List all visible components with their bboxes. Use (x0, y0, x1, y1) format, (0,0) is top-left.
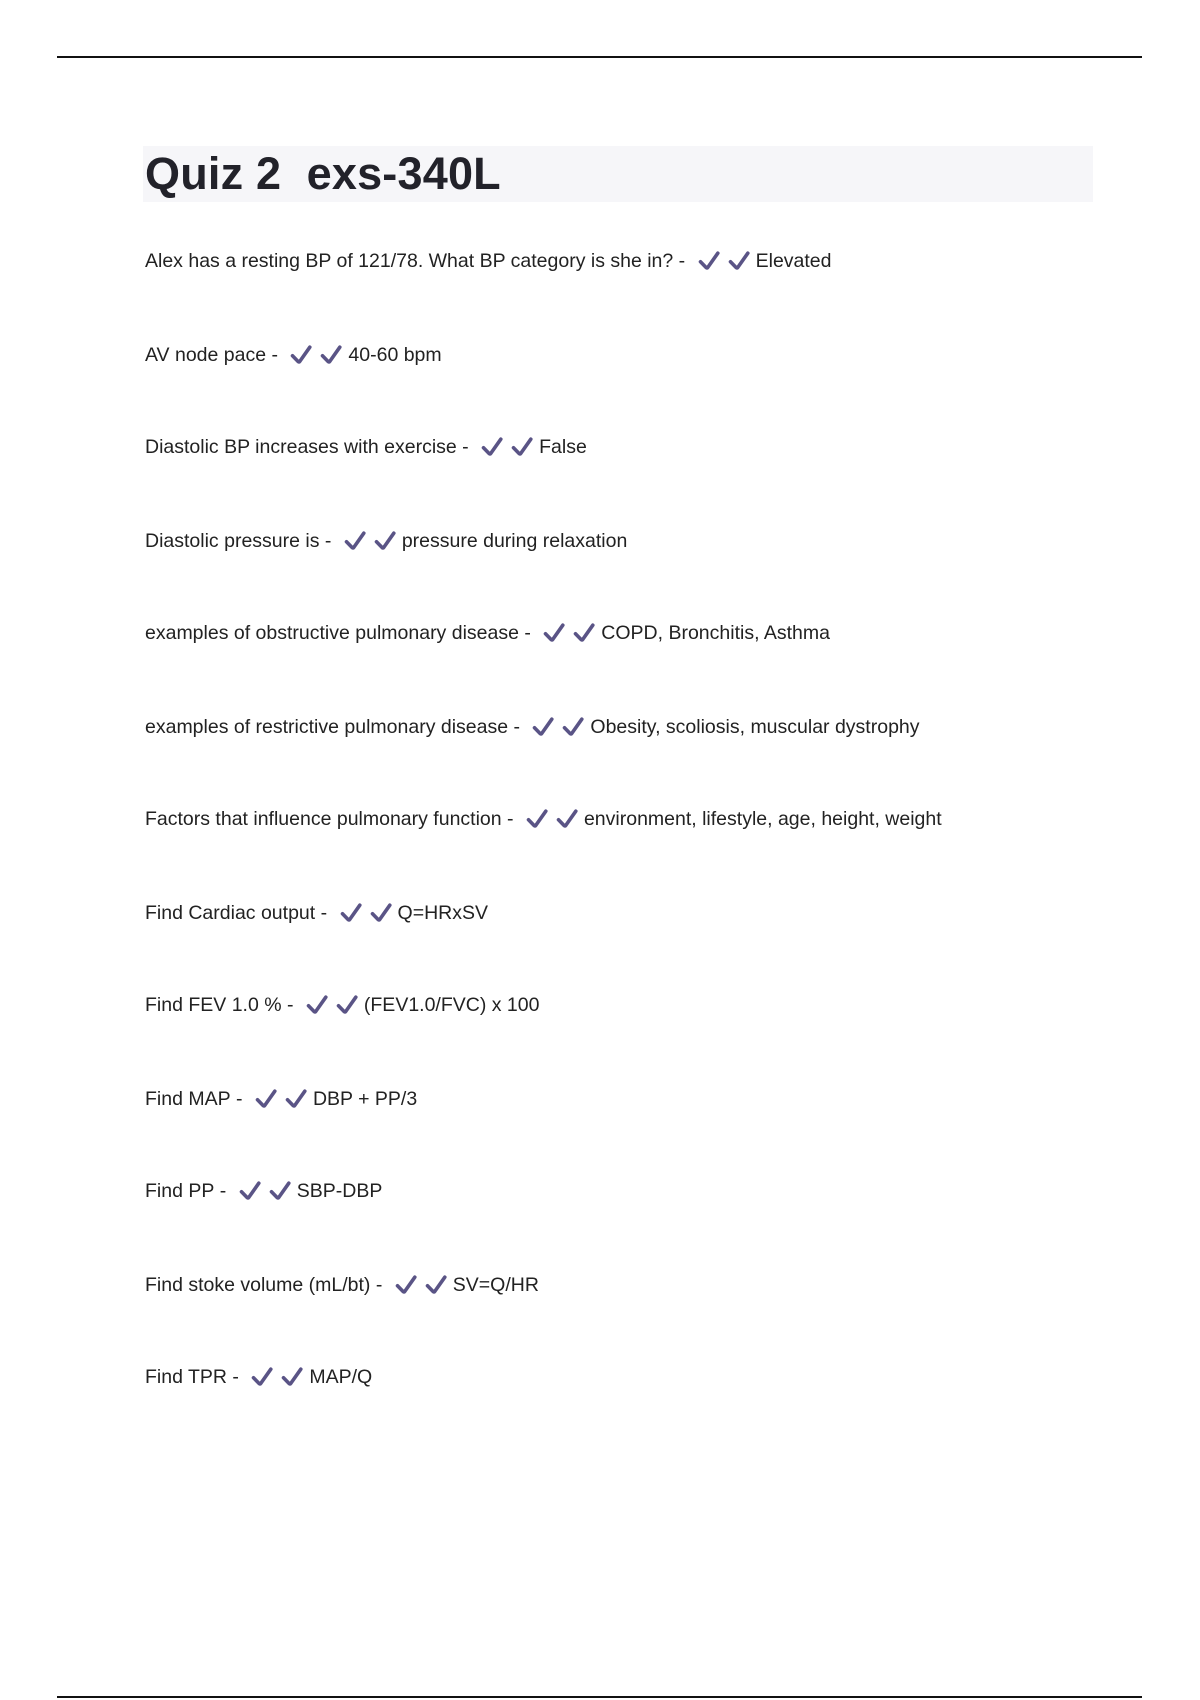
check-marks (250, 1364, 306, 1390)
check-icon (373, 529, 397, 553)
check-icon (727, 249, 751, 273)
question-text: Find MAP (145, 1087, 231, 1110)
check-marks (254, 1086, 310, 1112)
bottom-divider (57, 1696, 1142, 1698)
check-marks (531, 714, 587, 740)
question-text: Alex has a resting BP of 121/78. What BP category is she in? (145, 250, 674, 272)
answer-text: COPD, Bronchitis, Asthma (601, 622, 830, 644)
answer-text: MAP/Q (309, 1366, 373, 1388)
answer-text: False (539, 436, 587, 458)
check-icon (572, 621, 596, 645)
separator-dash: - (227, 1366, 245, 1388)
check-marks (480, 434, 536, 460)
answer-text: SV=Q/HR (452, 1273, 539, 1296)
check-marks (305, 992, 361, 1018)
qa-item (145, 434, 1145, 528)
separator-dash: - (266, 343, 284, 366)
check-icon (305, 993, 329, 1017)
check-icon (555, 807, 579, 831)
check-icon (289, 343, 313, 367)
top-divider (57, 56, 1142, 58)
answer-text: Obesity, scoliosis, muscular dystrophy (590, 715, 920, 738)
check-icon (510, 435, 534, 459)
separator-dash: - (214, 1180, 232, 1202)
qa-item (145, 248, 1145, 342)
answer-text: Q=HRxSV (397, 901, 489, 924)
question-text: Factors that influence pulmonary function (145, 808, 502, 830)
check-icon (525, 807, 549, 831)
question-text: examples of restrictive pulmonary disease (145, 715, 509, 738)
check-icon (238, 1179, 262, 1203)
separator-dash: - (315, 901, 333, 924)
check-icon (250, 1365, 274, 1389)
check-icon (319, 343, 343, 367)
separator-dash: - (501, 808, 519, 830)
check-marks (289, 342, 345, 368)
answer-text: Elevated (755, 250, 832, 272)
answer-text: 40-60 bpm (348, 343, 442, 366)
check-icon (697, 249, 721, 273)
separator-dash: - (370, 1273, 388, 1296)
qa-item (145, 806, 1145, 900)
qa-item (145, 900, 1145, 993)
check-icon (369, 901, 393, 925)
page-title: Quiz 2 exs-340L (145, 148, 501, 199)
check-icon (561, 715, 585, 739)
check-marks (339, 900, 395, 926)
check-icon (280, 1365, 304, 1389)
check-icon (542, 621, 566, 645)
check-icon (254, 1087, 278, 1111)
question-text: Find Cardiac output (145, 901, 316, 924)
qa-item (145, 1086, 1145, 1179)
check-marks (542, 620, 598, 646)
question-text: Find stoke volume (mL/bt) (145, 1273, 371, 1296)
separator-dash: - (230, 1087, 248, 1110)
qa-item (145, 342, 1145, 435)
check-marks (238, 1178, 294, 1204)
question-text: examples of obstructive pulmonary disease (145, 622, 519, 644)
check-icon (284, 1087, 308, 1111)
check-icon (268, 1179, 292, 1203)
check-marks (394, 1272, 450, 1298)
check-marks (525, 806, 581, 832)
question-text: Find PP (145, 1180, 215, 1202)
check-icon (339, 901, 363, 925)
qa-item (145, 1178, 1145, 1272)
separator-dash: - (281, 994, 299, 1016)
answer-text: environment, lifestyle, age, height, weight (583, 808, 942, 830)
question-text: Diastolic pressure is (145, 529, 320, 552)
check-icon (335, 993, 359, 1017)
answer-text: DBP + PP/3 (312, 1087, 418, 1110)
separator-dash: - (673, 250, 691, 272)
answer-text: (FEV1.0/FVC) x 100 (363, 994, 540, 1016)
answer-text: pressure during relaxation (401, 529, 628, 552)
check-icon (394, 1273, 418, 1297)
qa-item (145, 714, 1145, 807)
check-icon (343, 529, 367, 553)
question-text: Diastolic BP increases with exercise (145, 436, 457, 458)
question-text: Find FEV 1.0 % (145, 994, 282, 1016)
qa-item (145, 992, 1145, 1086)
check-icon (531, 715, 555, 739)
separator-dash: - (319, 529, 337, 552)
check-marks (343, 528, 399, 554)
check-icon (424, 1273, 448, 1297)
qa-item (145, 1272, 1145, 1365)
question-text: AV node pace (145, 343, 267, 366)
check-marks (697, 248, 753, 274)
check-icon (480, 435, 504, 459)
separator-dash: - (508, 715, 526, 738)
title-banner (143, 146, 1093, 202)
separator-dash: - (456, 436, 475, 458)
qa-list (145, 248, 1145, 1458)
question-text: Find TPR (145, 1366, 227, 1388)
answer-text: SBP-DBP (296, 1180, 383, 1202)
qa-item (145, 528, 1145, 621)
separator-dash: - (518, 622, 537, 644)
qa-item (145, 620, 1145, 714)
qa-item (145, 1364, 1145, 1458)
